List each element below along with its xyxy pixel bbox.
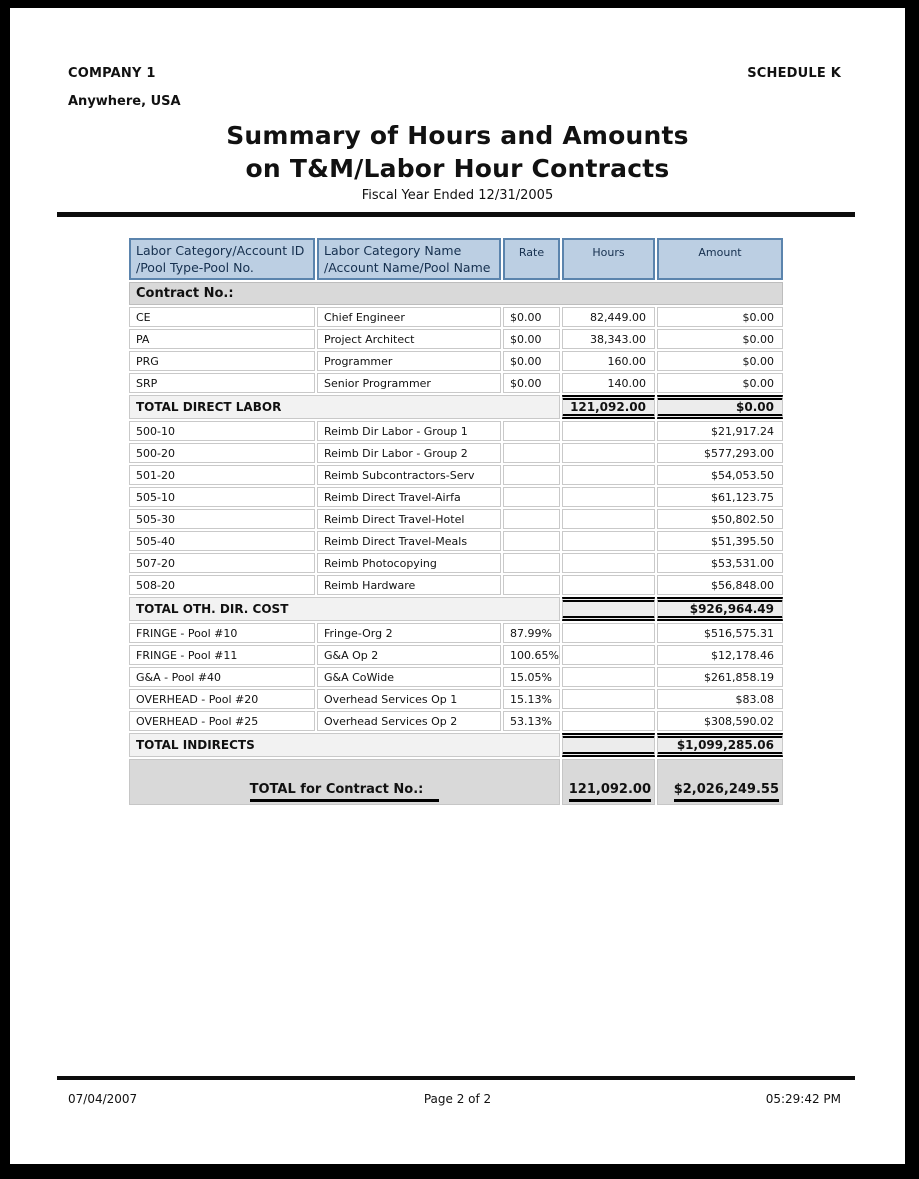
schedule-label: SCHEDULE K bbox=[747, 66, 841, 81]
total-label: TOTAL DIRECT LABOR bbox=[129, 395, 560, 419]
cell-account-id: 505-10 bbox=[129, 487, 315, 507]
table-row bbox=[129, 465, 783, 485]
header-rule bbox=[57, 212, 855, 217]
grand-total-amount: $2,026,249.55 bbox=[674, 782, 779, 802]
grand-total-label: TOTAL for Contract No.: bbox=[250, 782, 440, 802]
cell-rate: $0.00 bbox=[503, 329, 560, 349]
cell-pool-id: FRINGE - Pool #11 bbox=[129, 645, 315, 665]
cell-pool-id: OVERHEAD - Pool #20 bbox=[129, 689, 315, 709]
cell-hours bbox=[562, 689, 655, 709]
grand-total-hours-cell bbox=[562, 759, 655, 805]
cell-amount: $50,802.50 bbox=[657, 509, 783, 529]
table-row bbox=[129, 667, 783, 687]
cell-account-id: PRG bbox=[129, 351, 315, 371]
cell-hours: 38,343.00 bbox=[562, 329, 655, 349]
table-row bbox=[129, 645, 783, 665]
cell-amount: $21,917.24 bbox=[657, 421, 783, 441]
cell-rate: $0.00 bbox=[503, 307, 560, 327]
cell-account-name: Project Architect bbox=[317, 329, 501, 349]
cell-amount: $308,590.02 bbox=[657, 711, 783, 731]
column-header-hours: Hours bbox=[562, 238, 655, 280]
cell-amount: $261,858.19 bbox=[657, 667, 783, 687]
grand-total-amount-cell bbox=[657, 759, 783, 805]
cell-account-name: Reimb Subcontractors-Serv bbox=[317, 465, 501, 485]
column-header-labor-category-name bbox=[317, 238, 501, 280]
table-row bbox=[129, 373, 783, 393]
report-subtitle: Fiscal Year Ended 12/31/2005 bbox=[361, 188, 554, 203]
column-header-text: /Account Name/Pool Name bbox=[324, 260, 491, 275]
cell-account-id: 505-40 bbox=[129, 531, 315, 551]
total-amount: $0.00 bbox=[657, 395, 783, 419]
cell-account-id: 500-20 bbox=[129, 443, 315, 463]
column-header-amount: Amount bbox=[657, 238, 783, 280]
page-title-line1: Summary of Hours and Amounts bbox=[226, 121, 689, 150]
total-other-direct-row bbox=[129, 597, 783, 621]
table-row bbox=[129, 553, 783, 573]
table-row bbox=[129, 509, 783, 529]
cell-amount: $51,395.50 bbox=[657, 531, 783, 551]
company-location: Anywhere, USA bbox=[68, 94, 181, 109]
cell-rate: 15.05% bbox=[503, 667, 560, 687]
report-title-block bbox=[10, 119, 905, 203]
cell-account-name: Programmer bbox=[317, 351, 501, 371]
cell-hours bbox=[562, 667, 655, 687]
grand-total-row bbox=[129, 759, 783, 805]
total-label: TOTAL OTH. DIR. COST bbox=[129, 597, 560, 621]
cell-rate bbox=[503, 443, 560, 463]
cell-pool-id: FRINGE - Pool #10 bbox=[129, 623, 315, 643]
cell-amount: $53,531.00 bbox=[657, 553, 783, 573]
cell-rate: 100.65% bbox=[503, 645, 560, 665]
cell-hours bbox=[562, 421, 655, 441]
cell-account-id: PA bbox=[129, 329, 315, 349]
cell-hours bbox=[562, 443, 655, 463]
cell-account-id: 500-10 bbox=[129, 421, 315, 441]
cell-amount: $61,123.75 bbox=[657, 487, 783, 507]
total-amount: $1,099,285.06 bbox=[657, 733, 783, 757]
cell-account-id: 505-30 bbox=[129, 509, 315, 529]
table-row bbox=[129, 307, 783, 327]
cell-pool-name: Overhead Services Op 2 bbox=[317, 711, 501, 731]
cell-amount: $0.00 bbox=[657, 373, 783, 393]
cell-account-name: Reimb Direct Travel-Meals bbox=[317, 531, 501, 551]
table-row bbox=[129, 689, 783, 709]
cell-hours: 160.00 bbox=[562, 351, 655, 371]
cell-hours bbox=[562, 645, 655, 665]
cell-amount: $12,178.46 bbox=[657, 645, 783, 665]
total-label: TOTAL INDIRECTS bbox=[129, 733, 560, 757]
cell-rate: 87.99% bbox=[503, 623, 560, 643]
cell-hours bbox=[562, 575, 655, 595]
table-row bbox=[129, 575, 783, 595]
cell-amount: $56,848.00 bbox=[657, 575, 783, 595]
cell-rate bbox=[503, 487, 560, 507]
footer-time: 05:29:42 PM bbox=[765, 1092, 841, 1106]
column-header-rate: Rate bbox=[503, 238, 560, 280]
cell-amount: $83.08 bbox=[657, 689, 783, 709]
cell-account-name: Reimb Dir Labor - Group 1 bbox=[317, 421, 501, 441]
cell-hours bbox=[562, 711, 655, 731]
table-row bbox=[129, 443, 783, 463]
cell-hours bbox=[562, 531, 655, 551]
grand-total-label-cell bbox=[129, 759, 560, 805]
cell-pool-name: G&A Op 2 bbox=[317, 645, 501, 665]
cell-rate: 53.13% bbox=[503, 711, 560, 731]
page-title-line2: on T&M/Labor Hour Contracts bbox=[245, 154, 670, 183]
footer-date: 07/04/2007 bbox=[68, 1092, 138, 1106]
cell-rate bbox=[503, 509, 560, 529]
footer-rule bbox=[57, 1076, 855, 1080]
cell-hours bbox=[562, 509, 655, 529]
grand-total-hours: 121,092.00 bbox=[569, 782, 651, 802]
cell-amount: $54,053.50 bbox=[657, 465, 783, 485]
column-header-labor-category-id bbox=[129, 238, 315, 280]
table-row bbox=[129, 623, 783, 643]
cell-rate: 15.13% bbox=[503, 689, 560, 709]
cell-account-id: 507-20 bbox=[129, 553, 315, 573]
cell-account-name: Reimb Dir Labor - Group 2 bbox=[317, 443, 501, 463]
total-hours bbox=[562, 597, 655, 621]
cell-rate bbox=[503, 421, 560, 441]
table-row bbox=[129, 351, 783, 371]
cell-hours bbox=[562, 553, 655, 573]
cell-pool-id: OVERHEAD - Pool #25 bbox=[129, 711, 315, 731]
column-header-text: Labor Category Name bbox=[324, 243, 462, 258]
table-row bbox=[129, 487, 783, 507]
table-row bbox=[129, 711, 783, 731]
cell-amount: $0.00 bbox=[657, 307, 783, 327]
cell-account-name: Reimb Photocopying bbox=[317, 553, 501, 573]
cell-rate: $0.00 bbox=[503, 351, 560, 371]
cell-amount: $577,293.00 bbox=[657, 443, 783, 463]
total-direct-labor-row bbox=[129, 395, 783, 419]
cell-amount: $516,575.31 bbox=[657, 623, 783, 643]
page-footer bbox=[10, 1076, 905, 1106]
cell-hours: 82,449.00 bbox=[562, 307, 655, 327]
cell-pool-name: G&A CoWide bbox=[317, 667, 501, 687]
cell-rate bbox=[503, 553, 560, 573]
cell-account-name: Reimb Hardware bbox=[317, 575, 501, 595]
table-header-row bbox=[129, 238, 783, 280]
cell-account-name: Chief Engineer bbox=[317, 307, 501, 327]
report-page bbox=[10, 8, 905, 1164]
cell-account-id: SRP bbox=[129, 373, 315, 393]
cell-account-name: Senior Programmer bbox=[317, 373, 501, 393]
cell-pool-id: G&A - Pool #40 bbox=[129, 667, 315, 687]
page-corner-header bbox=[10, 8, 905, 81]
total-hours bbox=[562, 733, 655, 757]
table-row bbox=[129, 421, 783, 441]
cell-account-id: 508-20 bbox=[129, 575, 315, 595]
cell-hours bbox=[562, 623, 655, 643]
column-header-text: Labor Category/Account ID bbox=[136, 243, 305, 258]
cell-rate bbox=[503, 465, 560, 485]
cell-rate bbox=[503, 531, 560, 551]
cell-hours bbox=[562, 465, 655, 485]
total-indirects-row bbox=[129, 733, 783, 757]
page-number: Page 2 of 2 bbox=[423, 1092, 492, 1106]
company-name: COMPANY 1 bbox=[68, 66, 156, 81]
cell-amount: $0.00 bbox=[657, 351, 783, 371]
cell-account-id: 501-20 bbox=[129, 465, 315, 485]
cell-amount: $0.00 bbox=[657, 329, 783, 349]
total-hours: 121,092.00 bbox=[562, 395, 655, 419]
cell-account-id: CE bbox=[129, 307, 315, 327]
contract-section-label: Contract No.: bbox=[129, 282, 783, 305]
report-table bbox=[127, 236, 785, 807]
table-row bbox=[129, 329, 783, 349]
cell-rate bbox=[503, 575, 560, 595]
contract-section-row bbox=[129, 282, 783, 305]
total-amount: $926,964.49 bbox=[657, 597, 783, 621]
cell-pool-name: Overhead Services Op 1 bbox=[317, 689, 501, 709]
cell-rate: $0.00 bbox=[503, 373, 560, 393]
cell-account-name: Reimb Direct Travel-Airfa bbox=[317, 487, 501, 507]
cell-hours bbox=[562, 487, 655, 507]
cell-account-name: Reimb Direct Travel-Hotel bbox=[317, 509, 501, 529]
column-header-text: /Pool Type-Pool No. bbox=[136, 260, 254, 275]
table-row bbox=[129, 531, 783, 551]
cell-hours: 140.00 bbox=[562, 373, 655, 393]
cell-pool-name: Fringe-Org 2 bbox=[317, 623, 501, 643]
